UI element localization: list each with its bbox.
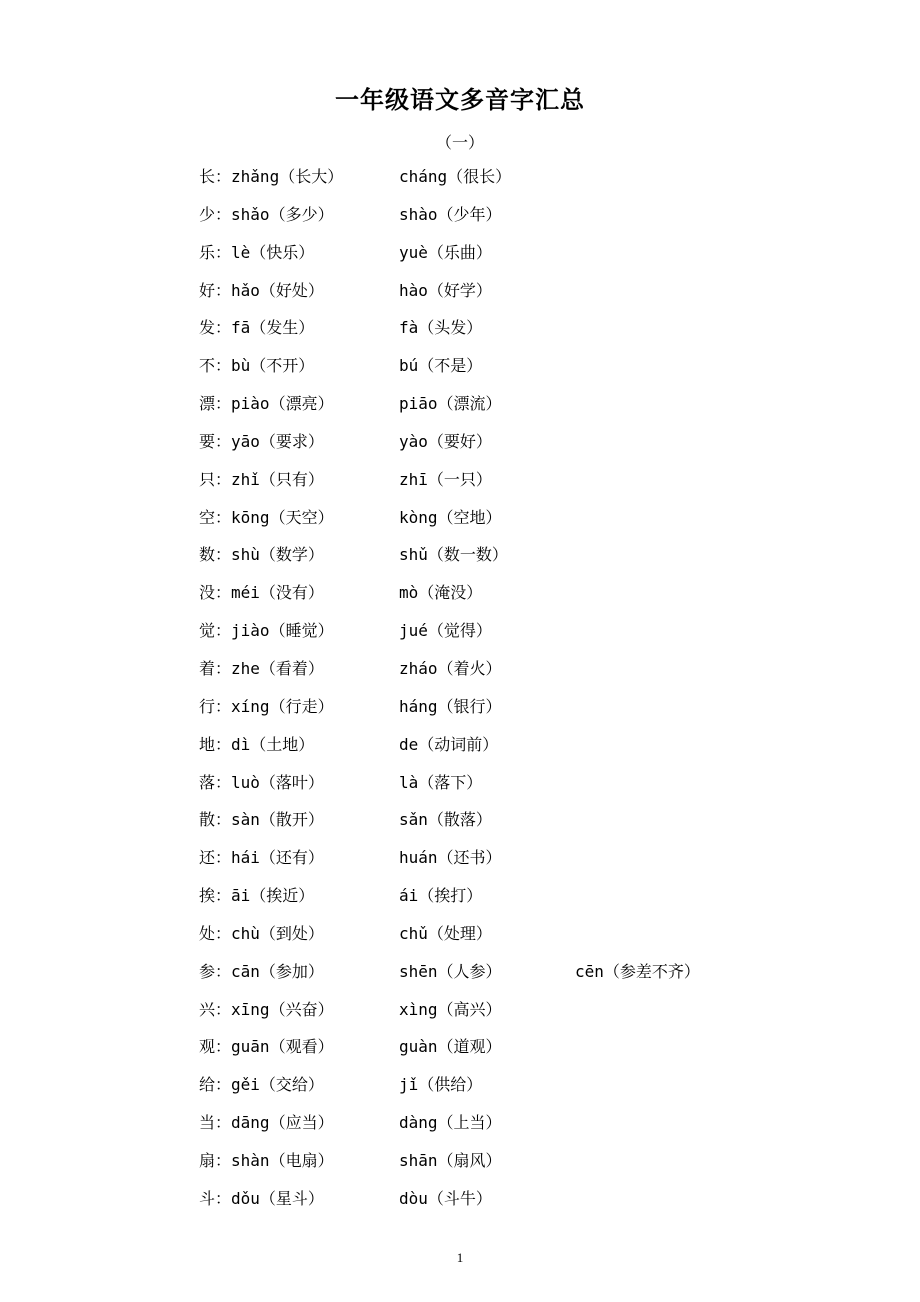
entry-reading-text: zhǐ（只有） — [231, 469, 324, 489]
entry-colon: ： — [215, 1150, 232, 1170]
entry-reading: sǎn（散落） — [399, 810, 492, 830]
entry-reading-text: xíng（行走） — [231, 696, 334, 716]
entry-reading: fà（头发） — [399, 318, 483, 338]
entry-colon: ： — [215, 961, 232, 981]
entry-first-reading — [199, 922, 324, 946]
entry-first-reading — [199, 506, 334, 530]
entry-reading: huán（还书） — [399, 848, 502, 868]
entry-reading-text: méi（没有） — [231, 583, 324, 603]
entry-reading-text: shǎo（多少） — [231, 204, 334, 224]
entry-character: 空 — [199, 507, 216, 527]
entry-first-reading — [199, 203, 334, 227]
entry-reading-text: guān（观看） — [231, 1037, 334, 1057]
page-number: 1 — [456, 1250, 464, 1265]
entry-character: 散 — [199, 810, 216, 830]
entry-character: 觉 — [199, 621, 216, 641]
entry-reading: guàn（道观） — [399, 1037, 502, 1057]
entry-colon: ： — [215, 356, 232, 376]
entry-reading: cháng（很长） — [399, 167, 512, 186]
entry-first-reading — [199, 430, 324, 454]
entry-first-reading — [199, 733, 314, 757]
entry-reading-text: luò（落叶） — [231, 772, 324, 792]
entry-reading: shǔ（数一数） — [399, 545, 508, 565]
entry-colon: ： — [215, 318, 232, 338]
entry-reading: cēn（参差不齐） — [575, 961, 700, 981]
entry-reading: yào（要好） — [399, 431, 492, 451]
entry-colon: ： — [215, 583, 232, 603]
entry-colon: ： — [215, 1037, 232, 1057]
entry-reading: zháo（着火） — [399, 658, 502, 678]
entry-first-reading — [199, 1073, 324, 1097]
entry-reading: xìng（高兴） — [399, 999, 502, 1019]
entry-reading: háng（银行） — [399, 696, 502, 716]
entry-first-reading — [199, 581, 324, 605]
entry-reading: jué（觉得） — [399, 621, 492, 641]
entry-character: 行 — [199, 696, 216, 716]
entry-reading: là（落下） — [399, 772, 483, 792]
entry-colon: ： — [215, 696, 232, 716]
entry-first-reading — [199, 279, 324, 303]
entry-colon: ： — [215, 469, 232, 489]
entry-character: 少 — [199, 204, 216, 224]
entry-reading-text: hái（还有） — [231, 848, 324, 868]
entry-first-reading — [199, 695, 334, 719]
page-title: 一年级语文多音字汇总 — [335, 86, 585, 114]
entry-reading-text: dāng（应当） — [231, 1113, 334, 1133]
entry-character: 发 — [199, 318, 216, 338]
entry-character: 斗 — [199, 1188, 216, 1208]
entry-character: 要 — [199, 431, 216, 451]
entry-reading-text: gěi（交给） — [231, 1075, 324, 1095]
entry-character: 乐 — [199, 242, 216, 262]
entry-first-reading — [199, 316, 314, 340]
entry-first-reading — [199, 657, 324, 681]
entry-colon: ： — [215, 507, 232, 527]
entry-character: 挨 — [199, 886, 216, 906]
entry-character: 数 — [199, 545, 216, 565]
entry-first-reading — [199, 960, 324, 984]
entry-first-reading — [199, 354, 314, 378]
entry-colon: ： — [215, 280, 232, 300]
entry-character: 参 — [199, 961, 216, 981]
entry-colon: ： — [215, 923, 232, 943]
entry-colon: ： — [215, 242, 232, 262]
entry-character: 长 — [199, 167, 216, 186]
entry-first-reading — [199, 998, 334, 1022]
entry-character: 着 — [199, 658, 216, 678]
entry-character: 只 — [199, 469, 216, 489]
entry-colon: ： — [215, 848, 232, 868]
entry-colon: ： — [215, 1075, 232, 1095]
entry-character: 落 — [199, 772, 216, 792]
entry-reading-text: dǒu（星斗） — [231, 1188, 324, 1208]
entry-character: 扇 — [199, 1150, 216, 1170]
entry-reading-text: xīng（兴奋） — [231, 999, 334, 1019]
entry-first-reading — [199, 771, 324, 795]
entry-colon: ： — [215, 1113, 232, 1133]
entry-reading: zhī（一只） — [399, 469, 492, 489]
entry-reading-text: yāo（要求） — [231, 431, 324, 451]
entry-reading: chǔ（处理） — [399, 923, 492, 943]
entry-first-reading — [199, 846, 324, 870]
entry-reading-text: lè（快乐） — [231, 242, 315, 262]
entry-reading: shēn（人参） — [399, 961, 502, 981]
entry-reading-text: jiào（睡觉） — [231, 621, 334, 641]
entry-reading-text: chù（到处） — [231, 923, 324, 943]
entry-first-reading — [199, 1035, 334, 1059]
entry-colon: ： — [215, 167, 232, 186]
entry-reading: ái（挨打） — [399, 886, 483, 906]
entry-character: 给 — [199, 1075, 216, 1095]
entry-first-reading — [199, 165, 343, 189]
entry-reading: shào（少年） — [399, 204, 502, 224]
entry-reading-text: shàn（电扇） — [231, 1150, 334, 1170]
entry-character: 好 — [199, 280, 216, 300]
entry-first-reading — [199, 619, 334, 643]
entry-reading: hào（好学） — [399, 280, 492, 300]
entry-colon: ： — [215, 999, 232, 1019]
entry-colon: ： — [215, 204, 232, 224]
entry-first-reading — [199, 392, 334, 416]
entry-character: 兴 — [199, 999, 216, 1019]
entry-reading-text: zhǎng（长大） — [231, 167, 344, 186]
entry-reading: kòng（空地） — [399, 507, 502, 527]
entry-character: 不 — [199, 356, 216, 376]
entry-reading-text: āi（挨近） — [231, 886, 315, 906]
entry-first-reading — [199, 1187, 324, 1211]
entry-reading: yuè（乐曲） — [399, 242, 492, 262]
entry-character: 漂 — [199, 394, 216, 414]
entry-reading-text: cān（参加） — [231, 961, 324, 981]
entry-colon: ： — [215, 431, 232, 451]
entry-reading: jǐ（供给） — [399, 1075, 483, 1095]
entry-reading-text: sàn（散开） — [231, 810, 324, 830]
entry-reading: dàng（上当） — [399, 1113, 502, 1133]
entry-reading: shān（扇风） — [399, 1150, 502, 1170]
entry-character: 没 — [199, 583, 216, 603]
entry-reading: dòu（斗牛） — [399, 1188, 492, 1208]
entry-colon: ： — [215, 886, 232, 906]
entry-reading-text: hǎo（好处） — [231, 280, 324, 300]
entry-colon: ： — [215, 658, 232, 678]
entry-first-reading — [199, 241, 314, 265]
entry-colon: ： — [215, 772, 232, 792]
entry-reading-text: fā（发生） — [231, 318, 315, 338]
entry-colon: ： — [215, 394, 232, 414]
entry-colon: ： — [215, 810, 232, 830]
entry-character: 还 — [199, 848, 216, 868]
entry-reading: mò（淹没） — [399, 583, 483, 603]
entry-reading-text: kōng（天空） — [231, 507, 334, 527]
section-heading: （一） — [435, 133, 484, 152]
entry-character: 地 — [199, 734, 216, 754]
entry-reading-text: zhe（看着） — [231, 658, 324, 678]
entry-first-reading — [199, 884, 314, 908]
entry-reading-text: dì（土地） — [231, 734, 315, 754]
entry-reading: bú（不是） — [399, 356, 483, 376]
entry-reading: de（动词前） — [399, 734, 499, 754]
entry-reading: piāo（漂流） — [399, 394, 502, 414]
entry-colon: ： — [215, 621, 232, 641]
entry-colon: ： — [215, 545, 232, 565]
entry-character: 观 — [199, 1037, 216, 1057]
entry-first-reading — [199, 808, 324, 832]
entry-first-reading — [199, 1111, 334, 1135]
entry-reading-text: piào（漂亮） — [231, 394, 334, 414]
entry-first-reading — [199, 468, 324, 492]
entry-reading-text: bù（不开） — [231, 356, 315, 376]
entry-first-reading — [199, 1149, 334, 1173]
entry-first-reading — [199, 543, 324, 567]
entry-reading-text: shù（数学） — [231, 545, 324, 565]
entry-character: 当 — [199, 1113, 216, 1133]
entry-colon: ： — [215, 734, 232, 754]
entry-colon: ： — [215, 1188, 232, 1208]
entry-character: 处 — [199, 923, 216, 943]
